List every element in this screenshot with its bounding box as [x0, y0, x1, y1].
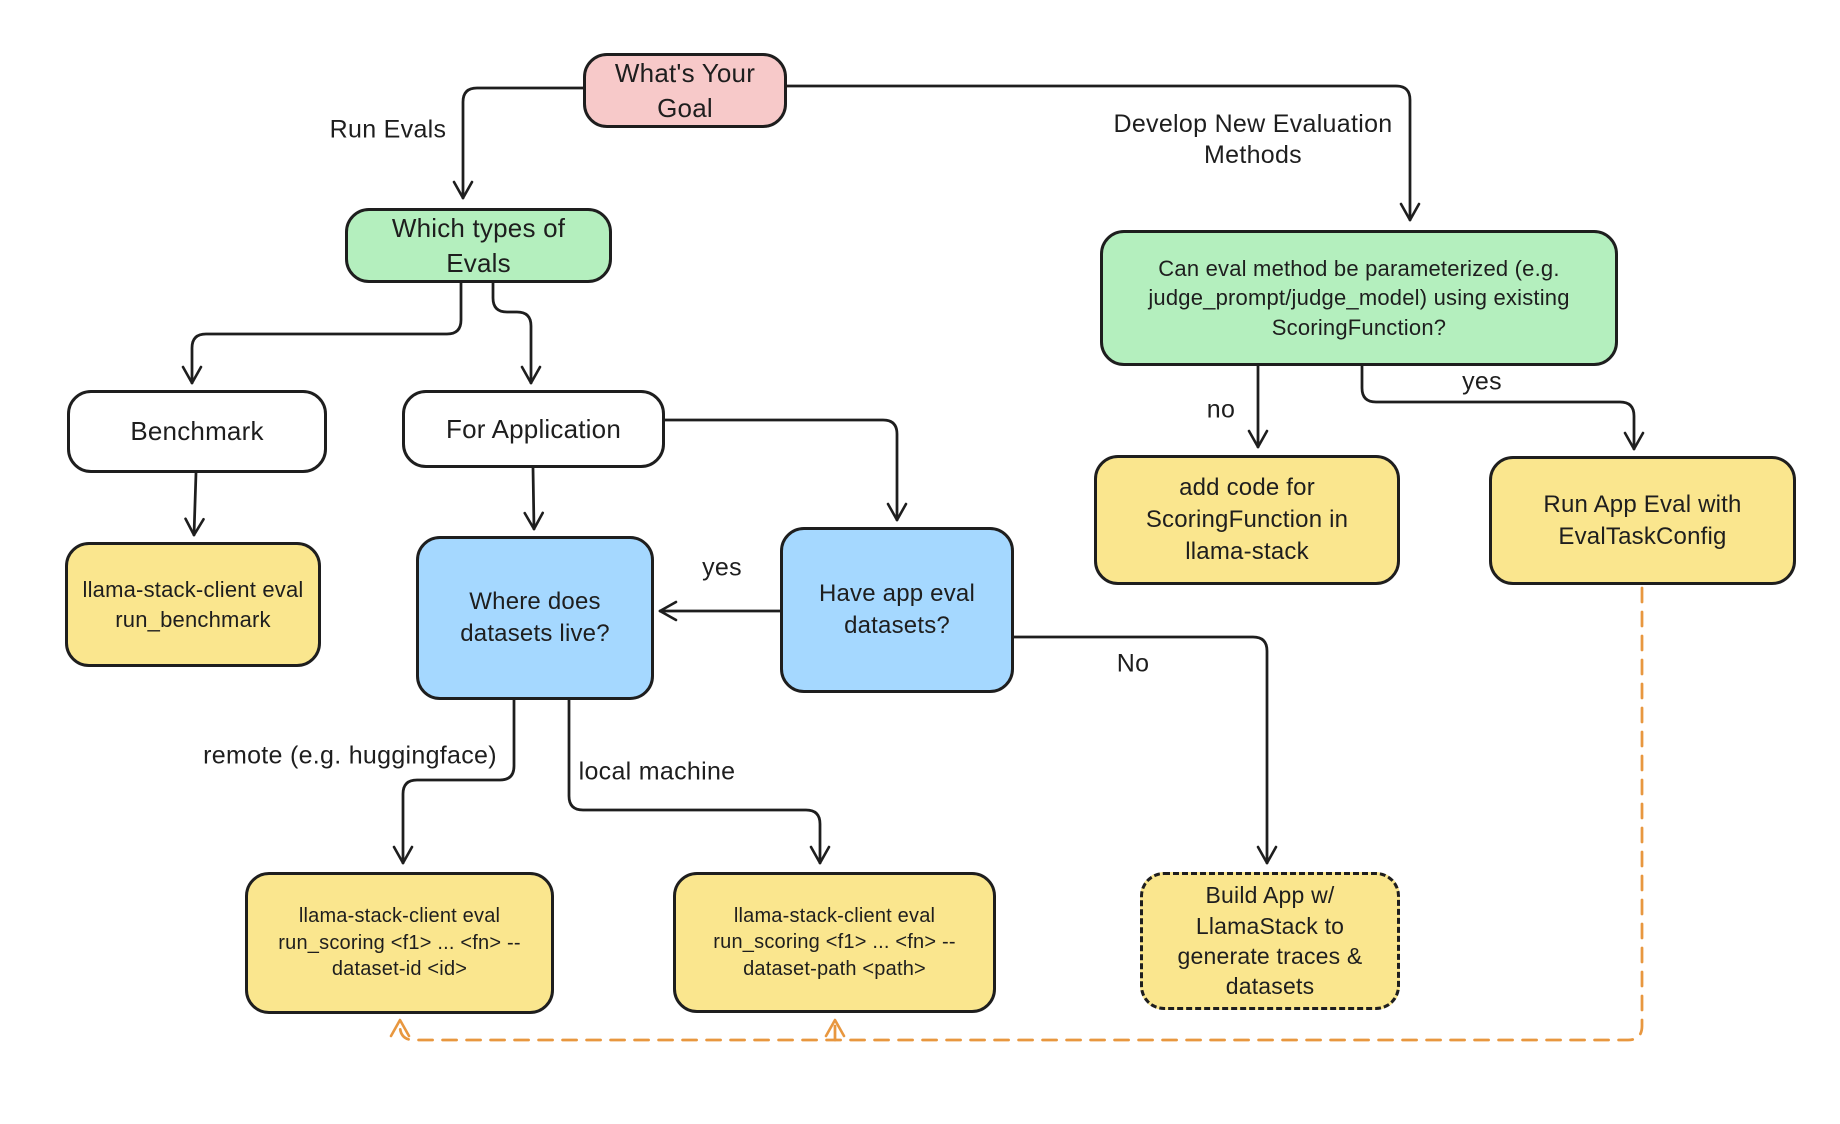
edge-label-yes-parameterized: yes: [1462, 367, 1502, 396]
node-build-app-llamastack: Build App w/ LlamaStack to generate traces & datasets: [1140, 872, 1400, 1010]
node-which-types-of-evals: Which types of Evals: [345, 208, 612, 283]
edge-goal-to-which-types: [463, 88, 583, 198]
edge-which-types-to-benchmark: [192, 283, 461, 383]
edge-label-develop-new-evaluation-methods: Develop New Evaluation Methods: [1113, 109, 1393, 169]
edge-label-no-have-datasets: No: [1116, 649, 1150, 678]
edge-benchmark-to-run-benchmark: [194, 473, 196, 535]
node-have-app-eval-datasets: Have app eval datasets?: [780, 527, 1014, 693]
edge-label-remote-huggingface: remote (e.g. huggingface): [203, 741, 497, 770]
edge-which-types-to-for-application: [493, 283, 531, 383]
node-whats-your-goal: What's Your Goal: [583, 53, 787, 128]
node-run-scoring-dataset-path-command: llama-stack-client eval run_scoring <f1> ... <fn> --dataset-path <path>: [673, 872, 996, 1013]
node-run-benchmark-command: llama-stack-client eval run_benchmark: [65, 542, 321, 667]
node-for-application: For Application: [402, 390, 665, 468]
edge-where-datasets-to-run-scoring-id-remote: [403, 700, 514, 863]
edge-label-no-parameterized: no: [1206, 395, 1236, 424]
edge-for-application-to-have-app-eval: [665, 420, 897, 520]
node-can-eval-method-be-parameterized: Can eval method be parameterized (e.g. judge_prompt/judge_model) using existing ScoringFunction?: [1100, 230, 1618, 366]
edge-label-run-evals: Run Evals: [329, 115, 447, 144]
edge-for-application-to-where-datasets: [533, 468, 534, 529]
node-run-app-eval-evaltaskconfig: Run App Eval with EvalTaskConfig: [1489, 456, 1796, 585]
node-run-scoring-dataset-id-command: llama-stack-client eval run_scoring <f1> ... <fn> --dataset-id <id>: [245, 872, 554, 1014]
edge-label-yes-have-datasets: yes: [702, 553, 742, 582]
node-add-code-scoring-function: add code for ScoringFunction in llama-stack: [1094, 455, 1400, 585]
node-benchmark: Benchmark: [67, 390, 327, 473]
edge-label-local-machine: local machine: [578, 757, 736, 786]
node-where-does-datasets-live: Where does datasets live?: [416, 536, 654, 700]
